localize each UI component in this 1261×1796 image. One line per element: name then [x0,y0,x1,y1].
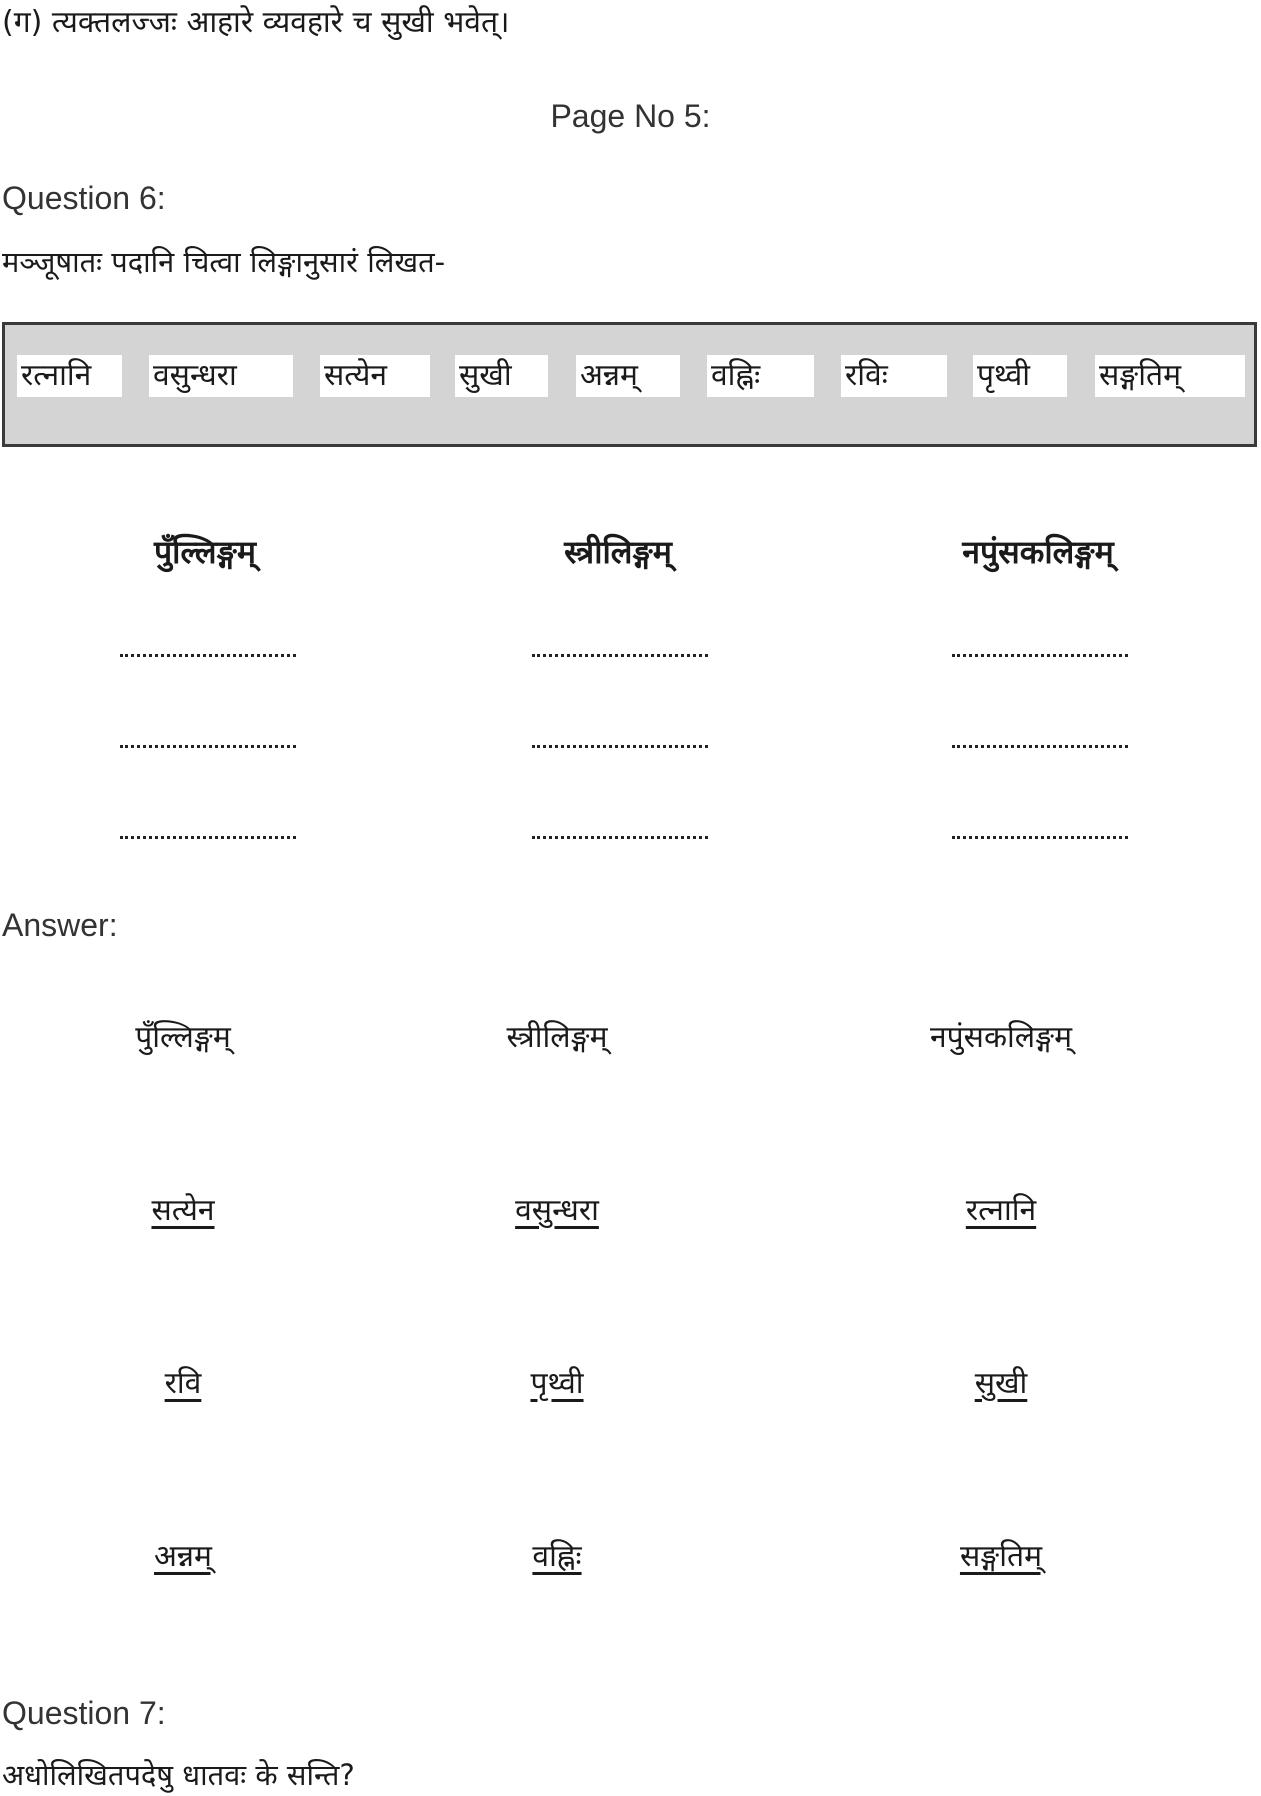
question-7-label: Question 7: [2,1695,166,1731]
word-chip: पृथ्वी [973,355,1067,397]
neuter-heading: नपुंसकलिङ्गम् [962,533,1114,571]
answer-cell: अन्नम् [154,1539,212,1574]
page-number: Page No 5: [550,98,711,134]
word-chip: वह्निः [707,355,814,397]
feminine-heading: स्त्रीलिङ्गम् [564,533,672,571]
blank-line [120,745,296,748]
masculine-heading: पुँल्लिङ्गम् [154,533,256,571]
word-bank-box [2,322,1257,447]
answer-cell: वह्निः [532,1539,582,1574]
word-chip: वसुन्धरा [149,355,293,397]
word-chip: रविः [841,355,947,397]
question-6-instruction: मञ्जूषातः पदानि चित्वा लिङ्गानुसारं लिखत- [2,245,446,279]
answer-cell: सुखी [974,1366,1028,1401]
blank-line [120,654,296,657]
word-chip: सत्येन [320,355,430,397]
answer-cell: पृथ्वी [530,1366,584,1401]
previous-answer-line: (ग) त्यक्तलज्जः आहारे व्यवहारे च सुखी भवेत्। [2,5,510,40]
blank-line [952,654,1128,657]
word-chip: सङ्गतिम् [1095,355,1245,397]
answer-cell: रत्नानि [965,1193,1037,1228]
word-chip: सुखी [455,355,548,397]
answer-cell: रवि [164,1366,202,1401]
blank-line [532,654,708,657]
blank-line [952,836,1128,839]
blank-line [532,745,708,748]
answer-masculine-heading: पुँल्लिङ्गम् [135,1020,231,1055]
answer-cell: सङ्गतिम् [959,1539,1043,1574]
word-chip: अन्नम् [576,355,680,397]
answer-cell: वसुन्धरा [515,1193,599,1228]
answer-feminine-heading: स्त्रीलिङ्गम् [506,1020,608,1055]
blank-line [532,836,708,839]
answer-label: Answer: [2,907,118,943]
blank-line [120,836,296,839]
answer-neuter-heading: नपुंसकलिङ्गम् [929,1020,1073,1055]
answer-cell: सत्येन [151,1193,215,1228]
question-6-label: Question 6: [2,180,166,216]
question-7-text: अधोलिखितपदेषु धातवः के सन्ति? [2,1758,355,1792]
blank-line [952,745,1128,748]
word-chip: रत्नानि [17,355,122,397]
